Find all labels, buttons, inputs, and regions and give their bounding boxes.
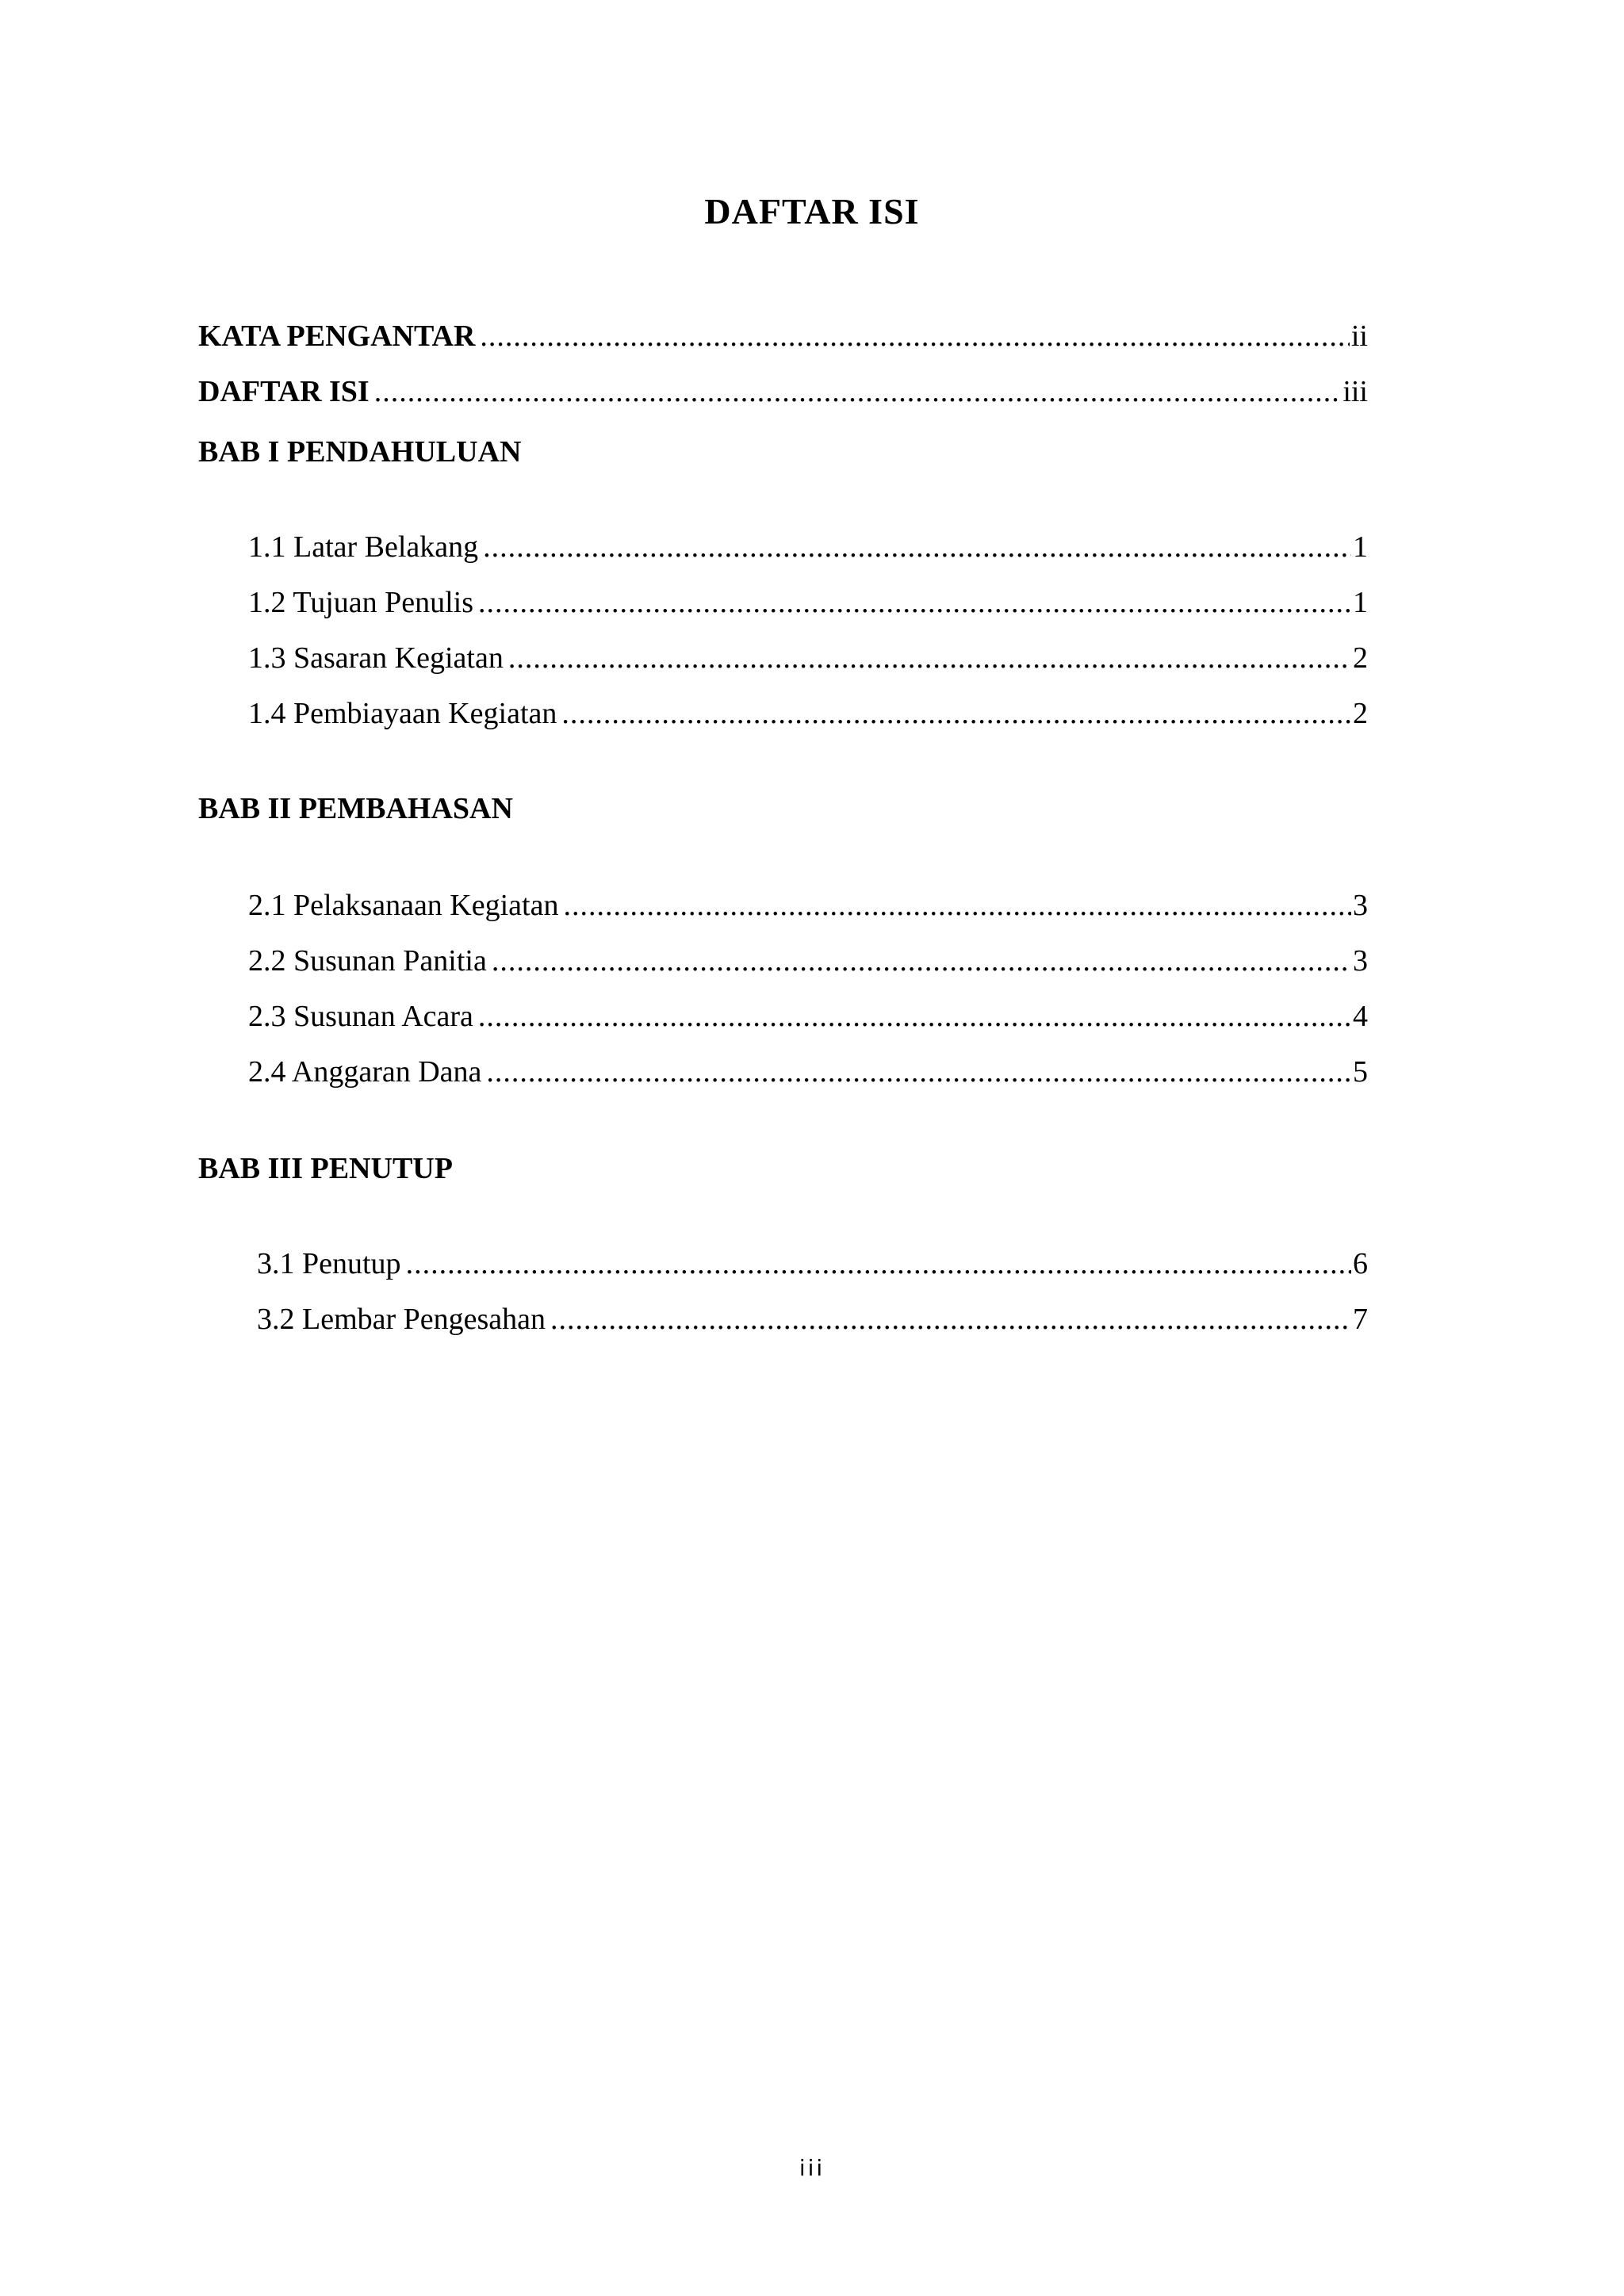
toc-entry [248, 696, 1368, 736]
toc-leader-dots [492, 943, 1351, 978]
toc-leader-dots [486, 1054, 1351, 1089]
toc-entry-page: 2 [1353, 641, 1368, 675]
toc-entry-page: 1 [1353, 586, 1368, 619]
toc-entry-label: KATA PENGANTAR [198, 320, 476, 353]
toc-entry [248, 943, 1368, 983]
toc-entry-page: 1 [1353, 530, 1368, 564]
toc-leader-dots [480, 319, 1349, 354]
toc-entry [248, 888, 1368, 928]
toc-entry-page: iii [1342, 375, 1368, 408]
toc-entry-page: 4 [1353, 1000, 1368, 1033]
toc-entry-label: 1.4 Pembiayaan Kegiatan [248, 697, 557, 730]
toc-entry-daftar-isi [198, 374, 1368, 414]
page-number: iii [799, 2155, 825, 2181]
toc-entry-label: 3.2 Lembar Pengesahan [257, 1303, 546, 1336]
toc-entry-page: 3 [1353, 944, 1368, 978]
toc-entry-page: 5 [1353, 1055, 1368, 1089]
toc-entry-label: 2.1 Pelaksanaan Kegiatan [248, 889, 559, 922]
toc-leader-dots [550, 1302, 1351, 1337]
toc-entry [257, 1246, 1368, 1286]
toc-leader-dots [374, 374, 1342, 409]
chapter-heading: BAB I PENDAHULUAN [198, 435, 522, 469]
toc-entry [248, 585, 1368, 625]
toc-leader-dots [561, 696, 1351, 731]
toc-entry-label: 2.4 Anggaran Dana [248, 1055, 482, 1089]
toc-entry [248, 530, 1368, 569]
toc-leader-dots [563, 888, 1351, 923]
toc-entry-page: 2 [1353, 697, 1368, 730]
toc-entry [248, 1054, 1368, 1094]
toc-entry-page: 7 [1353, 1303, 1368, 1336]
toc-entry-label: 1.1 Latar Belakang [248, 530, 479, 564]
toc-leader-dots [478, 585, 1351, 620]
toc-entry-page: ii [1350, 320, 1368, 353]
toc-leader-dots [508, 641, 1351, 675]
toc-entry-page: 3 [1353, 889, 1368, 922]
toc-entry-kata-pengantar [198, 319, 1368, 358]
toc-entry-page: 6 [1353, 1247, 1368, 1280]
toc-entry [248, 641, 1368, 680]
toc-entry [257, 1302, 1368, 1341]
toc-entry-label: 1.3 Sasaran Kegiatan [248, 641, 504, 675]
toc-entry [248, 999, 1368, 1039]
chapter-heading: BAB II PEMBAHASAN [198, 792, 513, 825]
toc-entry-label: 2.2 Susunan Panitia [248, 944, 487, 978]
toc-leader-dots [406, 1246, 1351, 1281]
toc-leader-dots [478, 999, 1351, 1034]
toc-leader-dots [483, 530, 1351, 564]
chapter-heading: BAB III PENUTUP [198, 1152, 453, 1185]
toc-entry-label: 2.3 Susunan Acara [248, 1000, 473, 1033]
toc-entry-label: DAFTAR ISI [198, 375, 370, 408]
toc-entry-label: 3.1 Penutup [257, 1247, 401, 1280]
toc-entry-label: 1.2 Tujuan Penulis [248, 586, 474, 619]
page-title: DAFTAR ISI [704, 191, 920, 232]
